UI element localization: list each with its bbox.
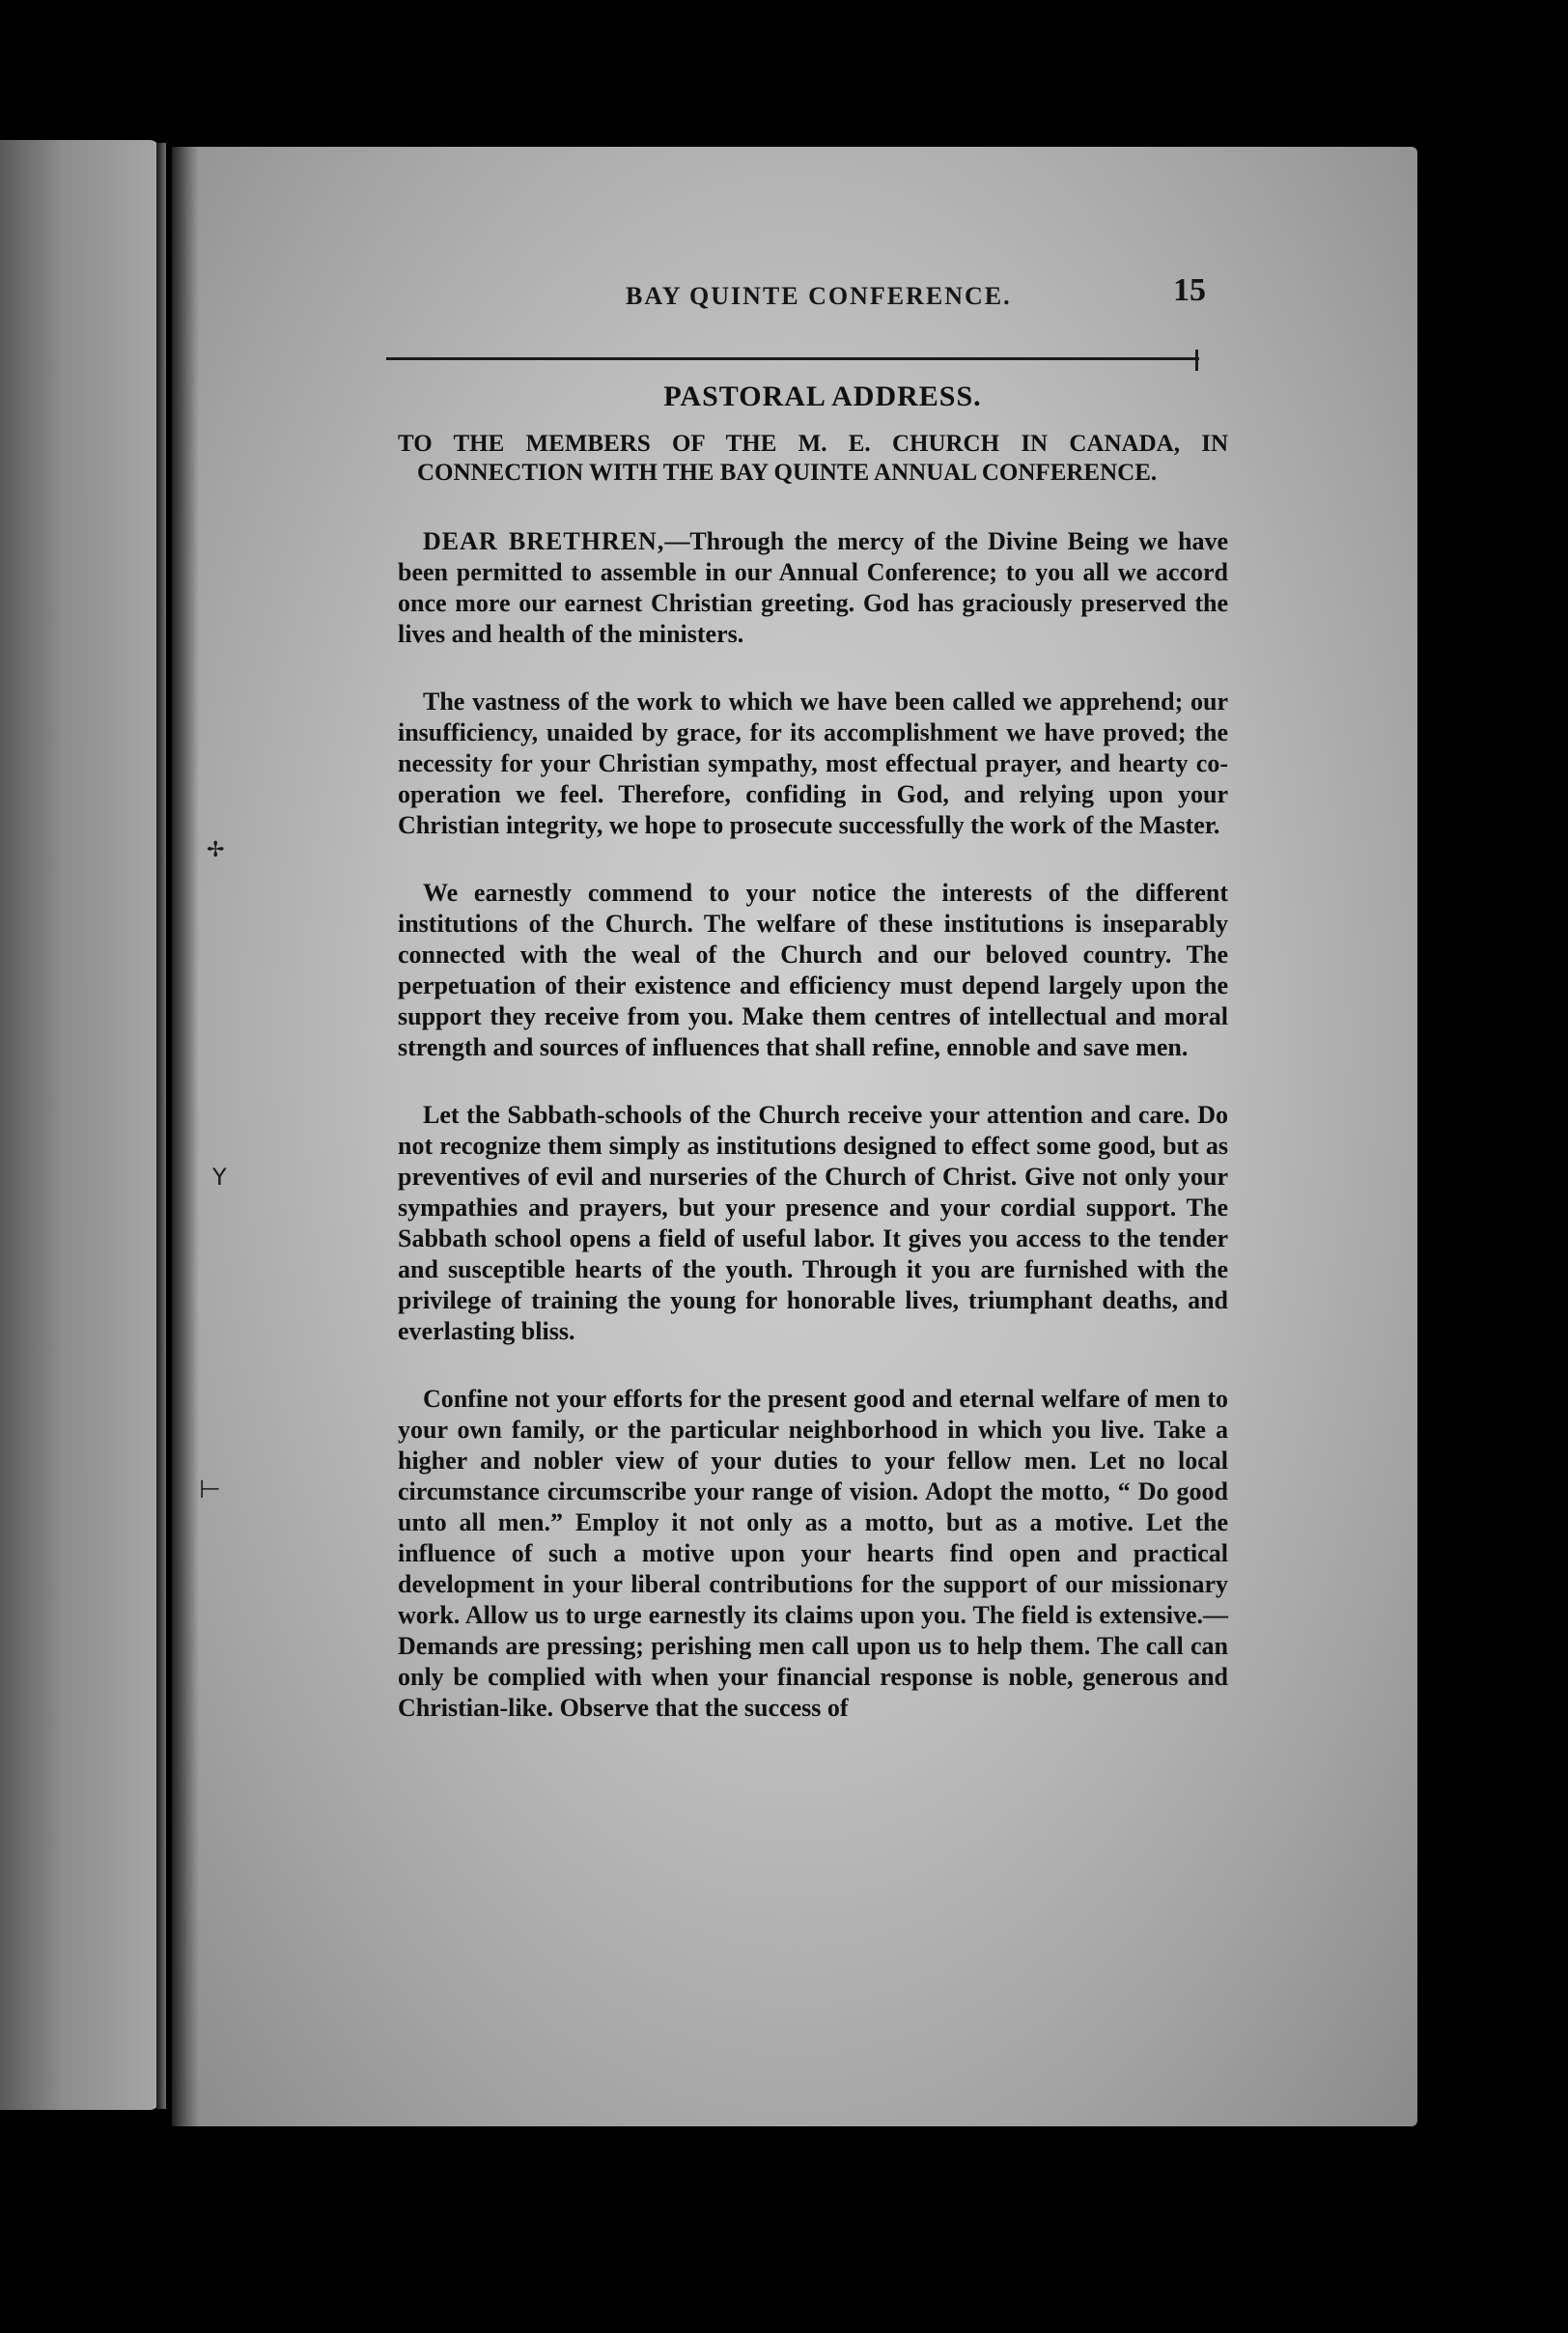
paragraph-text: —Through the mercy of the Divine Being we have been permitted to assemble in our Annual Conference; to you all we accord once more our earnest Christian greeting. God has graciously preserved the lives and health of the ministers. [398, 527, 1228, 648]
running-head: BAY QUINTE CONFERENCE. [626, 282, 1012, 310]
salutation: DEAR BRETHREN, [423, 527, 665, 555]
spine-shadow [172, 147, 199, 2126]
article [398, 381, 1228, 1760]
paragraph: We earnestly commend to your notice the interests of the different institutions of the Church. The welfare of these institutions is inseparably connected with the weal of the Church and our beloved country. The perpetuation of their existence and efficiency must depend largely upon the support they receive from you. Make them centres of intellectual and moral strength and sources of influences that shall refine, ennoble and save men. [398, 879, 1228, 1061]
article-title: PASTORAL ADDRESS. [663, 380, 982, 412]
page-number: 15 [1173, 272, 1206, 308]
paragraph: Confine not your efforts for the present good and eternal welfare of men to your own family, or the particular neighborhood in which you live. Take a higher and nobler view of your duties to your fellow men. Let no local circumstance circumscribe your range of vision. Adopt the motto, “ Do good unto all men.” Employ it not only as a motto, but as a motive. Let the influence of such a motive upon your hearts find open and practical development in your liberal contributions for the support of our missionary work. Allow us to urge earnestly its claims upon you. The field is extensive.— Demands are pressing; perishing men call upon us to help them. The call can only be complied with when your financial response is noble, generous and Christian-like. Observe that the success of [398, 1385, 1228, 1722]
paragraph: Let the Sabbath-schools of the Church receive your attention and care. Do not recognize them simply as institutions designed to effect some good, but as preventives of evil and nurseries of the Church of Christ. Give not only your sympathies and prayers, but your presence and your cordial support. The Sabbath school opens a field of useful labor. It gives you access to the tender and susceptible hearts of the youth. Through it you are furnished with the privilege of training the young for honorable lives, triumphant deaths, and everlasting bliss. [398, 1101, 1228, 1345]
header-rule [386, 357, 1199, 360]
margin-mark: ✢ [207, 838, 225, 862]
margin-mark: Y [212, 1164, 227, 1191]
addressed-to: TO THE MEMBERS OF THE M. E. CHURCH IN CANADA, IN CONNECTION WITH THE BAY QUINTE ANNUAL CONFERENCE. [398, 431, 1228, 486]
header-rule-tick [1195, 350, 1198, 371]
paragraph [398, 526, 1228, 650]
margin-mark: ⊢ [199, 1476, 221, 1504]
paragraph: The vastness of the work to which we have been called we apprehend; our insufficiency, unaided by grace, for its accomplishment we have proved; the necessity for your Christian sympathy, most effectual prayer, and hearty co-operation we feel. Therefore, confiding in God, and relying upon your Christian integrity, we hope to prosecute successfully the work of the Master. [398, 688, 1228, 839]
gutter-edge [156, 143, 166, 2109]
facing-page [0, 140, 159, 2110]
